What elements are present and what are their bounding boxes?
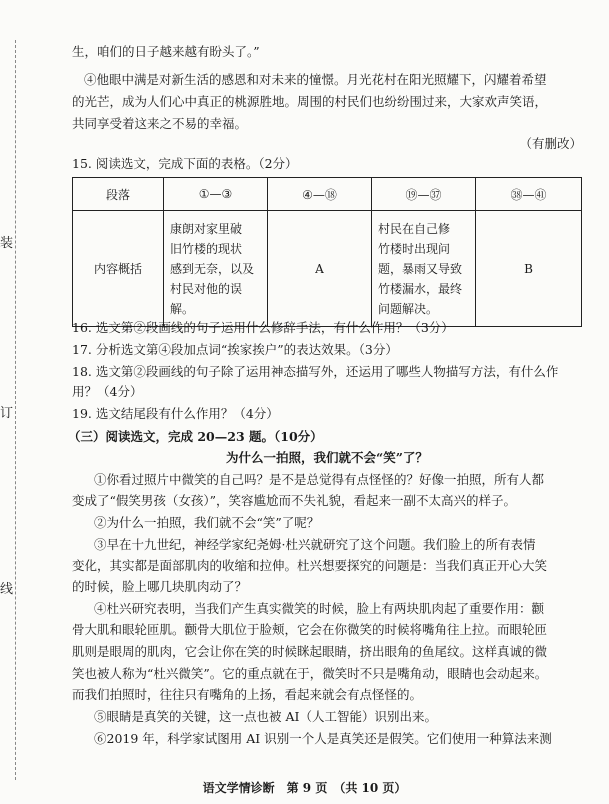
binding-label-xian: 线 (0, 582, 14, 597)
question-18: 18. 选文第②段画线的句子除了运用神态描写外，还运用了哪些人物描写方法，有什么作 (72, 364, 559, 379)
article-line: 变成了“假笑男孩（女孩）”，笑容尴尬而不失礼貌，看起来一副不太高兴的样子。 (72, 493, 517, 508)
table-cell-summary-1: 康朗对家里破 旧竹楼的现状 感到无奈，以及 村民对他的误 解。 (164, 211, 268, 327)
section-3-heading: （三）阅读选文，完成 20—23 题。（10分） (68, 429, 323, 444)
binding-label-zhuang: 装 (0, 236, 14, 251)
binding-line (15, 40, 16, 780)
article-line: 而我们拍照时，往往只有嘴角的上扬，看起来就会有点怪怪的。 (72, 687, 423, 702)
article-line: 的时候，脸上哪几块肌肉动了？ (72, 579, 248, 594)
table-header-cell: ④—⑱ (268, 178, 372, 211)
question-17: 17. 分析选文第④段加点词“挨家挨户”的表达效果。（3分） (72, 342, 398, 357)
question-16: 16. 选文第②段画线的句子运用什么修辞手法，有什么作用？（3分） (72, 320, 454, 335)
binding-label-ding: 订 (0, 406, 14, 421)
article-line: ①你看过照片中微笑的自己吗？是不是总觉得有点怪怪的？好像一拍照，所有人都 (94, 472, 545, 487)
article-line: 变化，其实都是面部肌肉的收缩和拉伸。杜兴想要探究的问题是：当我们真正开心大笑 (72, 558, 548, 573)
article-line: 肌则是眼周的肌肉，它会让你在笑的时候眯起眼睛，挤出眼角的鱼尾纹。这样真诚的微 (72, 644, 548, 659)
table-cell-blank-a: A (268, 211, 372, 327)
article-line: ⑥2019 年，科学家试图用 AI 识别一个人是真笑还是假笑。它们使用一种算法来测 (94, 731, 552, 746)
table-row-label: 内容概括 (73, 211, 164, 327)
table-header-cell: ㊳—㊶ (476, 178, 582, 211)
table-header-label: 段落 (73, 178, 164, 211)
article-line: ⑤眼睛是真笑的关键，这一点也被 AI（人工智能）识别出来。 (94, 709, 437, 724)
article-line: ④杜兴研究表明，当我们产生真实微笑的时候，脸上有两块肌肉起了重要作用：颧 (94, 601, 545, 616)
table-header-cell: ①—③ (164, 178, 268, 211)
question-19: 19. 选文结尾段有什么作用？（4分） (72, 406, 279, 421)
article-line: 骨大肌和眼轮匝肌。颧骨大肌位于脸颊，它会在你微笑的时候将嘴角往上拉。而眼轮匝 (72, 622, 548, 637)
table-header-cell: ⑲—㊲ (372, 178, 476, 211)
question-18-cont: 用？（4分） (72, 384, 143, 399)
table-cell-summary-3: 村民在自己修 竹楼时出现问 题，暴雨又导致 竹楼漏水，最终 问题解决。 (372, 211, 476, 327)
passage-line: 的光芒，成为人们心中真正的桃源胜地。周围的村民们也纷纷围过来，大家欢声笑语， (72, 94, 548, 109)
passage-line: ④他眼中满是对新生活的感恩和对未来的憧憬。月光花村在阳光照耀下，闪耀着希望 (84, 72, 547, 87)
page-footer: 语文学情诊断 第 9 页 （共 10 页） (202, 781, 407, 795)
question-15-prompt: 15. 阅读选文，完成下面的表格。（2分） (72, 156, 298, 171)
article-title: 为什么一拍照，我们就不会“笑”了？ (226, 450, 428, 465)
table-cell-blank-b: B (476, 211, 582, 327)
article-line: ③早在十九世纪，神经学家纪尧姆·杜兴就研究了这个问题。我们脸上的所有表情 (94, 537, 536, 552)
passage-line: 生，咱们的日子越来越有盼头了。” (72, 44, 260, 59)
passage-line: 共同享受着这来之不易的幸福。 (72, 116, 248, 131)
article-line: ②为什么一拍照，我们就不会“笑”了呢？ (94, 515, 320, 530)
source-note: （有删改） (519, 136, 582, 151)
article-line: 笑也被人称为“杜兴微笑”。它的重点就在于，微笑时不只是嘴角动，眼睛也会动起来。 (72, 666, 548, 681)
summary-table (72, 177, 582, 327)
